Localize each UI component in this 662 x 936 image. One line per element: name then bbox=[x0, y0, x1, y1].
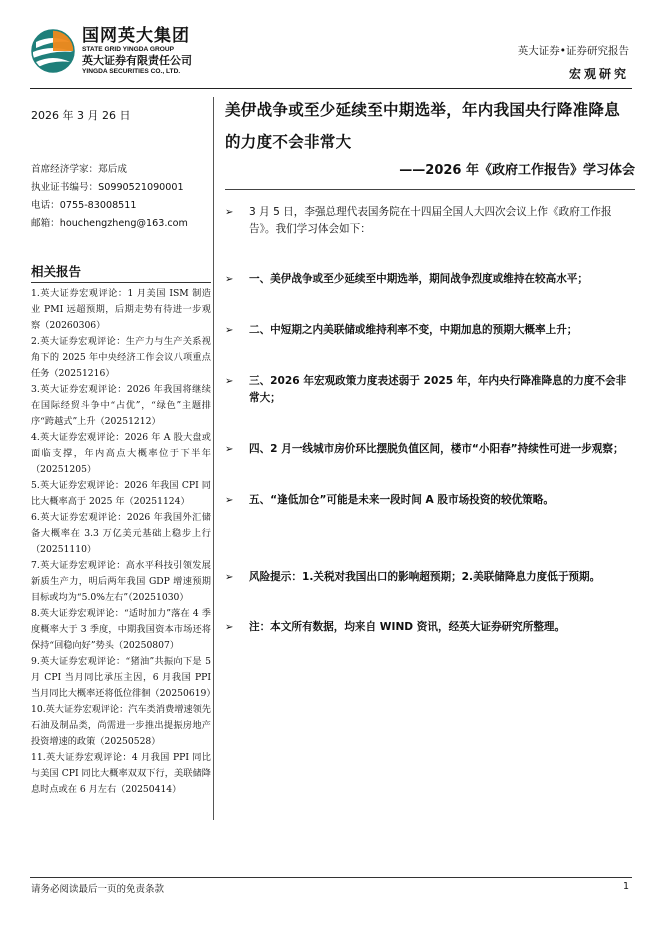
logo-company-en: YINGDA SECURITIES CO., LTD. bbox=[82, 68, 181, 75]
logo-group-en: STATE GRID YINGDA GROUP bbox=[82, 46, 175, 53]
email-address: 邮箱：houchengzheng@163.com bbox=[31, 218, 188, 229]
key-point-text: 四、2 月一线城市房价环比摆脱负值区间，楼市“小阳春”持续性可进一步观察； bbox=[249, 443, 624, 455]
logo-globe-icon bbox=[30, 28, 76, 74]
arrow-bullet-icon: ➢ bbox=[225, 622, 234, 633]
related-reports-title: 相关报告 bbox=[31, 262, 211, 283]
disclaimer-notice: 请务必阅读最后一页的免责条款 bbox=[31, 884, 165, 895]
key-point bbox=[225, 373, 635, 407]
key-point bbox=[225, 271, 635, 288]
arrow-bullet-icon: ➢ bbox=[225, 274, 234, 285]
key-points bbox=[225, 204, 635, 636]
intro-text: 3 月 5 日，李强总理代表国务院在十四届全国人大四次会议上作《政府工作报告》。我们学习体会如下： bbox=[249, 206, 612, 235]
related-report-item[interactable]: 4.英大证券宏观评论：2026 年 A 股大盘或面临支撑，年内高点大概率位于下半年（20251205） bbox=[31, 432, 211, 475]
key-point bbox=[225, 322, 635, 339]
page-number: 1 bbox=[622, 881, 629, 892]
report-section: 宏观研究 bbox=[568, 67, 629, 81]
key-point bbox=[225, 492, 635, 509]
related-report-item[interactable]: 1.英大证券宏观评论：1 月美国 ISM 制造业 PMI 远超预期，后期走势有待进一步观察（20260306） bbox=[31, 288, 211, 331]
report-header bbox=[518, 44, 629, 81]
report-subtitle: ——2026 年《政府工作报告》学习体会 bbox=[399, 163, 635, 178]
risk-warning bbox=[225, 569, 635, 586]
arrow-bullet-icon: ➢ bbox=[225, 572, 234, 583]
logo-company-cn: 英大证券有限责任公司 bbox=[82, 54, 192, 67]
economist-name: 首席经济学家：郑后成 bbox=[31, 164, 127, 175]
key-point-text: 一、美伊战争或至少延续至中期选举，期间战争烈度或维持在较高水平； bbox=[249, 273, 588, 285]
report-category: 英大证券•证券研究报告 bbox=[517, 45, 629, 57]
related-report-item[interactable]: 2.英大证券宏观评论：生产力与生产关系视角下的 2025 年中央经济工作会议八项重点任务（20251216） bbox=[31, 336, 211, 379]
license-number: 执业证书编号：S0990521090001 bbox=[31, 182, 184, 193]
related-reports-list bbox=[31, 286, 216, 798]
header-divider bbox=[30, 88, 632, 89]
report-title: 美伊战争或至少延续至中期选举，年内我国央行降准降息的力度不会非常大 bbox=[225, 101, 621, 151]
logo-group-cn: 国网英大集团 bbox=[82, 26, 190, 46]
related-report-item[interactable]: 11.英大证券宏观评论：4 月我国 PPI 同比与美国 CPI 同比大概率双双下行，美联储降息时点或在 6 月左右（20250414） bbox=[31, 752, 211, 795]
key-point-text: 五、“逢低加仓”可能是未来一段时间 A 股市场投资的较优策略。 bbox=[249, 494, 554, 506]
arrow-bullet-icon: ➢ bbox=[225, 495, 234, 506]
data-source-note bbox=[225, 619, 635, 636]
arrow-bullet-icon: ➢ bbox=[225, 376, 234, 387]
author-info bbox=[31, 161, 211, 233]
related-report-item[interactable]: 6.英大证券宏观评论：2026 年我国外汇储备大概率在 3.3 万亿美元基础上稳步上行（20251110） bbox=[31, 512, 211, 555]
sidebar bbox=[31, 103, 216, 798]
key-point-text: 三、2026 年宏观政策力度表述弱于 2025 年，年内央行降准降息的力度不会非常大； bbox=[249, 375, 627, 404]
column-divider bbox=[213, 97, 214, 820]
related-report-item[interactable]: 8.英大证券宏观评论：“适时加力”落在 4 季度概率大于 3 季度，中期我国资本市场还将保持“回稳向好”势头（20250807） bbox=[31, 608, 211, 651]
arrow-bullet-icon: ➢ bbox=[225, 444, 234, 455]
main-content bbox=[225, 94, 635, 636]
related-report-item[interactable]: 3.英大证券宏观评论：2026 年我国将继续在国际经贸斗争中“占优”，“绿色”主题排序“跨越式”上升（20251212） bbox=[31, 384, 211, 427]
key-point bbox=[225, 441, 635, 458]
data-source-note-text: 注：本文所有数据，均来自 WIND 资讯，经英大证券研究所整理。 bbox=[249, 621, 566, 633]
key-point-text: 二、中短期之内美联储或维持利率不变，中期加息的预期大概率上升； bbox=[249, 324, 578, 336]
arrow-bullet-icon: ➢ bbox=[225, 325, 234, 336]
related-report-item[interactable]: 9.英大证券宏观评论：“猪油”共振向下是 5 月 CPI 当月同比承压主因，6 月我国 PPI 当月同比大概率还将低位徘徊（20250619） bbox=[31, 656, 216, 699]
phone-number: 电话：0755-83008511 bbox=[31, 200, 137, 211]
related-report-item[interactable]: 7.英大证券宏观评论：高水平科技引领发展新质生产力，明后两年我国 GDP 增速预期目标或均为“5.0%左右”（20251030） bbox=[31, 560, 211, 603]
report-date: 2026 年 3 月 26 日 bbox=[31, 109, 131, 122]
related-report-item[interactable]: 10.英大证券宏观评论：汽车类消费增速领先石油及制品类，尚需进一步推出提振房地产投资增速的政策（20250528） bbox=[31, 704, 211, 747]
risk-warning-text: 风险提示：1.关税对我国出口的影响超预期；2.美联储降息力度低于预期。 bbox=[249, 571, 601, 583]
footer-divider bbox=[30, 877, 632, 878]
title-divider bbox=[225, 189, 635, 190]
arrow-bullet-icon: ➢ bbox=[225, 207, 234, 218]
related-report-item[interactable]: 5.英大证券宏观评论：2026 年我国 CPI 同比大概率高于 2025 年（20251124） bbox=[31, 480, 211, 507]
intro-paragraph bbox=[225, 204, 635, 238]
